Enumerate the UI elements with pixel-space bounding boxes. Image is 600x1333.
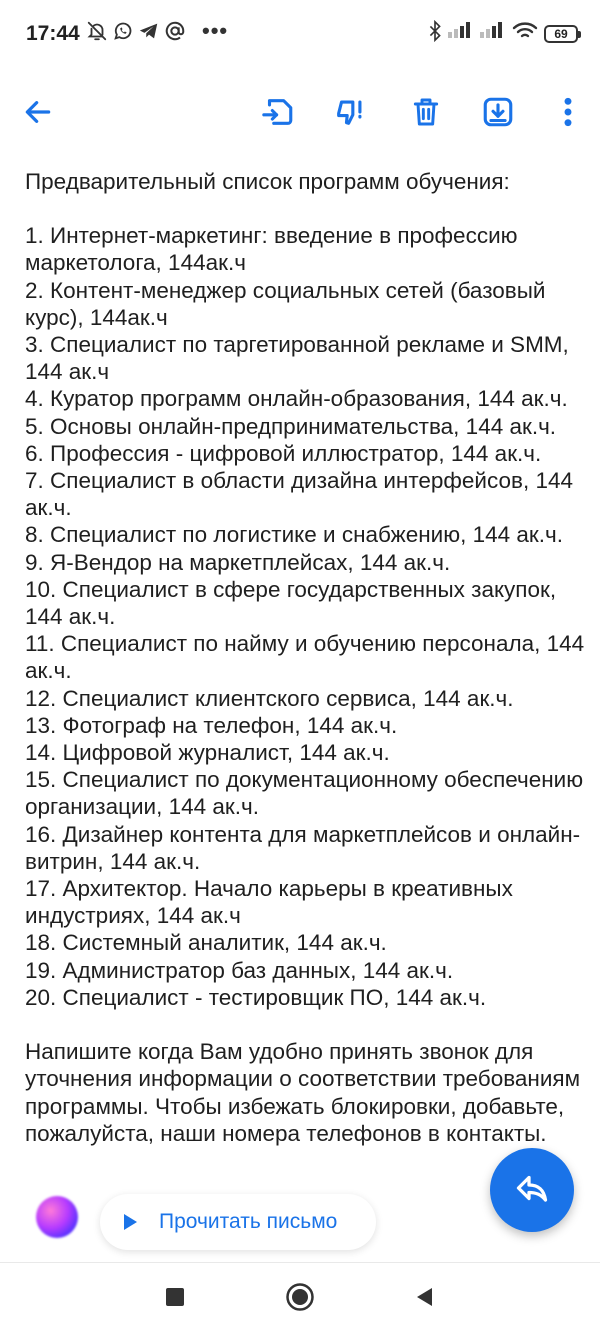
list-item: 11. Специалист по найму и обучению персонала, 144 ак.ч. (25, 631, 585, 684)
recents-square-icon (165, 1287, 185, 1312)
report-spam-icon (333, 95, 367, 129)
list-item: 2. Контент-менеджер социальных сетей (базовый курс), 144ак.ч (25, 277, 546, 330)
list-item: 16. Дизайнер контента для маркетплейсов и онлайн-витрин, 144 ак.ч. (25, 821, 581, 874)
list-item: 10. Специалист в сфере государственных закупок, 144 ак.ч. (25, 576, 557, 630)
delete-icon (410, 96, 442, 128)
more-notifications-icon: ••• (202, 18, 229, 43)
assistant-orb-icon[interactable] (36, 1196, 78, 1238)
more-vert-icon (562, 96, 574, 128)
notification-icons (86, 20, 186, 42)
email-intro: Предварительный список программ обучения: (25, 169, 510, 194)
archive-icon (481, 95, 515, 129)
system-icons (428, 20, 578, 47)
list-item: 14. Цифровой журналист, 144 ак.ч. (25, 740, 390, 766)
list-item: 4. Куратор программ онлайн-образования, 144 ак.ч. (25, 386, 568, 412)
system-nav-bar (0, 1262, 600, 1333)
email-toolbar (0, 80, 600, 144)
back-triangle-icon (414, 1286, 434, 1313)
wifi-icon (512, 21, 538, 46)
list-item: 19. Администратор баз данных, 144 ак.ч. (25, 957, 454, 983)
signal-icon (480, 22, 506, 45)
email-body (25, 168, 585, 1188)
list-item: 8. Специалист по логистике и снабжению, 144 ак.ч. (25, 522, 563, 548)
list-item: 3. Специалист по таргетированной рекламе и SMM, 144 ак.ч (25, 332, 569, 385)
list-item: 1. Интернет-маркетинг: введение в профессию маркетолога, 144ак.ч (25, 223, 518, 276)
back-arrow-icon (22, 96, 54, 128)
back-button[interactable] (16, 90, 60, 134)
list-item: 13. Фотограф на телефон, 144 ак.ч. (25, 712, 398, 738)
delete-button[interactable] (404, 90, 448, 134)
list-item: 12. Специалист клиентского сервиса, 144 ак.ч. (25, 685, 514, 711)
recents-button[interactable] (153, 1277, 197, 1321)
list-item: 5. Основы онлайн-предпринимательства, 144 ак.ч. (25, 413, 557, 439)
status-time: 17:44 (26, 22, 80, 45)
list-item: 20. Специалист - тестировщик ПО, 144 ак.ч. (25, 984, 487, 1010)
list-item: 15. Специалист по документационному обеспечению организации, 144 ак.ч. (25, 767, 584, 820)
list-item: 9. Я-Вендор на маркетплейсах, 144 ак.ч. (25, 549, 451, 575)
email-closing: Напишите когда Вам удобно принять звонок для уточнения информации о соответствии требованиям программы. Чтобы избежать блокировки, добавьте, пожалуйста, наши номера телефонов в контакты. (25, 1039, 581, 1146)
telegram-icon (138, 20, 160, 42)
battery-icon: 69 (544, 25, 578, 43)
program-list (25, 222, 585, 1011)
whatsapp-icon (112, 20, 134, 42)
move-to-button[interactable] (256, 90, 300, 134)
list-item: 6. Профессия - цифровой иллюстратор, 144 ак.ч. (25, 440, 542, 466)
home-button[interactable] (278, 1277, 322, 1321)
reply-fab-button[interactable] (490, 1148, 574, 1232)
move-to-icon (261, 95, 295, 129)
archive-button[interactable] (476, 90, 520, 134)
list-item: 7. Специалист в области дизайна интерфейсов, 144 ак.ч. (25, 468, 574, 521)
status-bar (0, 0, 600, 72)
signal-icon (448, 22, 474, 45)
nav-back-button[interactable] (402, 1277, 446, 1321)
report-spam-button[interactable] (328, 90, 372, 134)
read-aloud-button[interactable] (100, 1194, 376, 1250)
play-icon (124, 1214, 137, 1230)
more-options-button[interactable] (546, 90, 590, 134)
at-sign-icon (164, 20, 186, 42)
list-item: 18. Системный аналитик, 144 ак.ч. (25, 930, 387, 956)
reply-icon (514, 1170, 550, 1211)
home-circle-icon (285, 1282, 315, 1317)
bluetooth-icon (428, 20, 442, 47)
read-aloud-label: Прочитать письмо (159, 1210, 338, 1233)
list-item: 17. Архитектор. Начало карьеры в креативных индустриях, 144 ак.ч (25, 876, 513, 929)
bell-off-icon (86, 20, 108, 42)
